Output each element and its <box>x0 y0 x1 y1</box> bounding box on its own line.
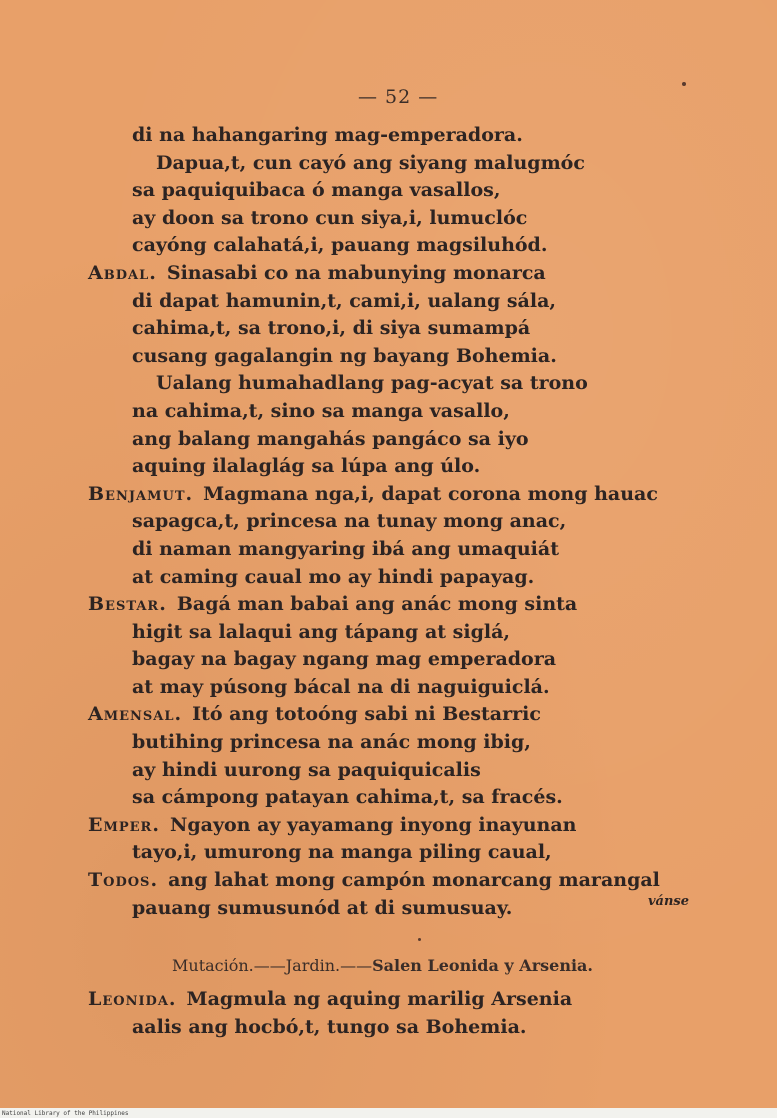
library-credit: National Library of the Philippines <box>2 1110 129 1117</box>
page-number: — 52 — <box>358 86 439 108</box>
verse-line-text: sa cámpong patayan cahima,t, sa fracés. <box>132 786 563 809</box>
verse-line-text: at may púsong bácal na di naguiguiclá. <box>132 675 550 698</box>
verse-line <box>88 232 728 260</box>
speaker-name: Amensal. <box>88 703 183 726</box>
verse-line <box>88 839 728 867</box>
verse-line-text: di naman mangyaring ibá ang umaquiát <box>132 537 559 560</box>
verse-line <box>88 370 728 398</box>
speaker-name: Emper. <box>88 813 160 836</box>
verse-line <box>88 260 728 288</box>
verse-line <box>88 343 728 371</box>
verse-line <box>88 508 728 536</box>
verse-line <box>88 205 728 233</box>
verse-line-text: pauang sumusunód at di sumusuay. <box>132 896 513 919</box>
verse-line <box>88 426 728 454</box>
verse-line <box>88 986 572 1014</box>
verse-line-text: Ngayon ay yayamang inyong inayunan <box>169 813 577 836</box>
verse-line-text: ang balang mangahás pangáco sa iyo <box>132 427 529 450</box>
verse-line-text: higit sa lalaqui ang tápang at siglá, <box>132 620 511 643</box>
final-verse-text <box>88 986 572 1041</box>
verse-line <box>88 619 728 647</box>
verse-line-text: Magmula ng aquing marilig Arsenia <box>186 988 573 1010</box>
stage-direction-scene: Mutación.——Jardin.—— <box>172 956 373 975</box>
verse-line-text: Ualang humahadlang pag-acyat sa trono <box>156 372 588 395</box>
verse-line <box>88 536 728 564</box>
verse-line <box>88 812 728 840</box>
verse-line-text: tayo,i, umurong na manga piling caual, <box>132 841 552 864</box>
speaker-name: Benjamut. <box>88 482 194 505</box>
verse-line <box>88 481 728 509</box>
stage-direction-exits: Salen Leonida y Arsenia. <box>372 956 593 975</box>
verse-line <box>88 150 728 178</box>
verse-line <box>88 315 728 343</box>
verse-line <box>88 122 728 150</box>
verse-line <box>88 591 728 619</box>
speaker-name: Abdal. <box>88 261 157 284</box>
verse-line-text: ay hindi uurong sa paquiquicalis <box>132 758 481 781</box>
verse-line <box>88 784 728 812</box>
verse-line-text: na cahima,t, sino sa manga vasallo, <box>132 399 510 422</box>
verse-line-text: Itó ang totoóng sabi ni Bestarric <box>192 703 541 726</box>
verse-line-text: aalis ang hocbó,t, tungo sa Bohemia. <box>132 1015 527 1038</box>
verse-line-text: di na hahangaring mag-emperadora. <box>132 124 523 146</box>
verse-line <box>88 674 728 702</box>
verse-line-text: ay doon sa trono cun siya,i, lumuclóc <box>132 206 528 229</box>
verse-line <box>88 177 728 205</box>
verse-text <box>88 122 728 922</box>
verse-line-text: cahima,t, sa trono,i, di siya sumampá <box>132 317 531 340</box>
verse-line-text: at caming caual mo ay hindi papayag. <box>132 565 535 588</box>
verse-line-text: ang lahat mong campón monarcang marangal <box>168 869 660 892</box>
verse-line-text: bagay na bagay ngang mag emperadora <box>132 648 557 671</box>
verse-line-text: Sinasabi co na mabunying monarca <box>166 261 546 284</box>
verse-line-text: di dapat hamunin,t, cami,i, ualang sála, <box>132 289 556 312</box>
verse-line-text: cayóng calahatá,i, pauang magsiluhód. <box>132 234 548 257</box>
verse-line-text: Magmana nga,i, dapat corona mong hauac <box>203 482 658 505</box>
speaker-name: Bestar. <box>88 593 167 616</box>
speaker-name: Leonida. <box>88 988 177 1010</box>
ink-speck <box>418 938 421 941</box>
verse-line-text: Dapua,t, cun cayó ang siyang malugmóc <box>156 151 585 174</box>
verse-line <box>88 729 728 757</box>
verse-line-text: aquing ilalaglág sa lúpa ang úlo. <box>132 455 481 478</box>
verse-line <box>88 288 728 316</box>
ink-speck <box>682 82 686 86</box>
verse-line <box>88 895 728 923</box>
verse-line <box>88 757 728 785</box>
verse-line <box>88 646 728 674</box>
verse-line <box>88 398 728 426</box>
verse-line <box>88 564 728 592</box>
verse-line-text: cusang gagalangin ng bayang Bohemia. <box>132 344 557 367</box>
verse-line-text: butihing princesa na anác mong ibig, <box>132 731 531 754</box>
margin-stage-note: vánse <box>648 894 690 909</box>
verse-line-text: sapagca,t, princesa na tunay mong anac, <box>132 510 567 533</box>
speaker-name: Todos. <box>88 869 159 892</box>
stage-direction <box>172 956 593 975</box>
verse-line <box>88 453 728 481</box>
verse-line <box>88 701 728 729</box>
verse-line-text: sa paquiquibaca ó manga vasallos, <box>132 179 501 202</box>
verse-line <box>88 867 728 895</box>
verse-line-text: Bagá man babai ang anác mong sinta <box>176 593 578 616</box>
verse-line <box>88 1014 572 1042</box>
